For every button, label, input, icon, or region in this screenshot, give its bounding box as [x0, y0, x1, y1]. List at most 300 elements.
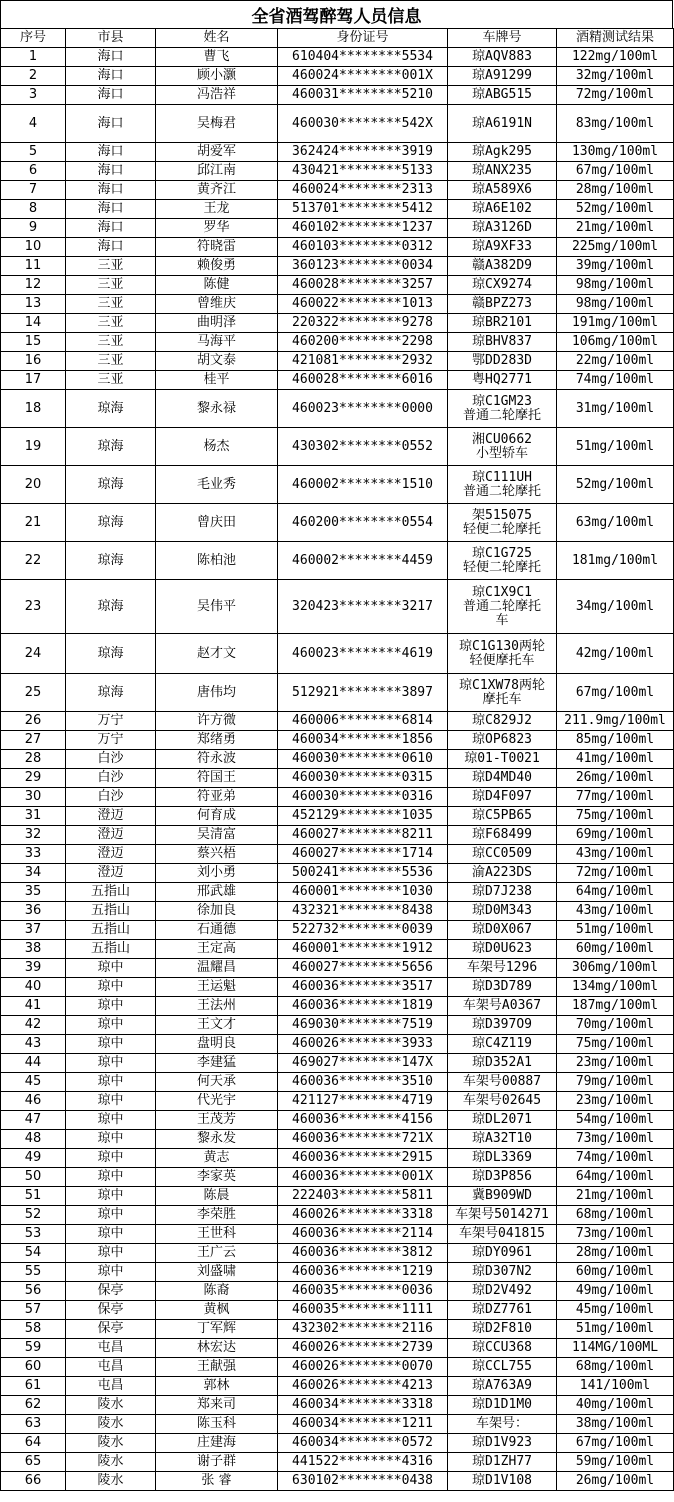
- cell-result: 74mg/100ml: [557, 1149, 674, 1168]
- table-row: [1, 105, 674, 143]
- cell-result: 51mg/100ml: [557, 921, 674, 940]
- cell-result: 64mg/100ml: [557, 883, 674, 902]
- cell-plate: 琼C1GM23 普通二轮摩托: [448, 390, 557, 428]
- cell-no: 65: [1, 1453, 66, 1472]
- cell-result: 60mg/100ml: [557, 1263, 674, 1282]
- cell-id: 460030********542X: [278, 105, 448, 143]
- cell-id: 522732********0039: [278, 921, 448, 940]
- cell-plate: 琼C829J2: [448, 712, 557, 731]
- cell-plate: 琼D4MD40: [448, 769, 557, 788]
- cell-name: 陈晨: [156, 1187, 278, 1206]
- cell-result: 52mg/100ml: [557, 200, 674, 219]
- table-row: [1, 466, 674, 504]
- cell-name: 冯浩祥: [156, 86, 278, 105]
- cell-id: 360123********0034: [278, 257, 448, 276]
- table-row: [1, 1187, 674, 1206]
- cell-plate: 琼C1G130两轮 轻便摩托车: [448, 634, 557, 674]
- cell-id: 460001********1912: [278, 940, 448, 959]
- cell-result: 54mg/100ml: [557, 1111, 674, 1130]
- cell-city: 五指山: [66, 883, 156, 902]
- cell-plate: 车架号00887: [448, 1073, 557, 1092]
- cell-name: 庄建海: [156, 1434, 278, 1453]
- cell-name: 王运魁: [156, 978, 278, 997]
- cell-name: 吴清富: [156, 826, 278, 845]
- cell-no: 23: [1, 580, 66, 634]
- cell-id: 460026********4213: [278, 1377, 448, 1396]
- table-row: [1, 1244, 674, 1263]
- cell-result: 85mg/100ml: [557, 731, 674, 750]
- cell-id: 460034********3318: [278, 1396, 448, 1415]
- cell-name: 曾维庆: [156, 295, 278, 314]
- table-row: [1, 1130, 674, 1149]
- table-row: [1, 845, 674, 864]
- table-row: [1, 333, 674, 352]
- cell-id: 460034********1211: [278, 1415, 448, 1434]
- cell-no: 58: [1, 1320, 66, 1339]
- cell-name: 符晓雷: [156, 238, 278, 257]
- cell-city: 琼海: [66, 542, 156, 580]
- cell-no: 39: [1, 959, 66, 978]
- table-row: [1, 1054, 674, 1073]
- cell-city: 保亭: [66, 1301, 156, 1320]
- cell-plate: 琼A32T10: [448, 1130, 557, 1149]
- cell-result: 23mg/100ml: [557, 1092, 674, 1111]
- cell-name: 蔡兴梧: [156, 845, 278, 864]
- table-row: [1, 1339, 674, 1358]
- cell-result: 98mg/100ml: [557, 295, 674, 314]
- cell-name: 郭林: [156, 1377, 278, 1396]
- cell-no: 24: [1, 634, 66, 674]
- cell-city: 三亚: [66, 295, 156, 314]
- cell-name: 王龙: [156, 200, 278, 219]
- cell-result: 23mg/100ml: [557, 1054, 674, 1073]
- cell-plate: 琼D1V108: [448, 1472, 557, 1491]
- cell-city: 琼中: [66, 1225, 156, 1244]
- cell-name: 丁军辉: [156, 1320, 278, 1339]
- cell-city: 琼海: [66, 580, 156, 634]
- cell-city: 澄迈: [66, 826, 156, 845]
- table-row: [1, 1282, 674, 1301]
- table-row: [1, 542, 674, 580]
- cell-plate: 琼D3D789: [448, 978, 557, 997]
- cell-id: 432302********2116: [278, 1320, 448, 1339]
- cell-plate: 琼CCU368: [448, 1339, 557, 1358]
- cell-id: 500241********5536: [278, 864, 448, 883]
- cell-city: 海口: [66, 238, 156, 257]
- cell-no: 17: [1, 371, 66, 390]
- cell-plate: 琼D0M343: [448, 902, 557, 921]
- table-row: [1, 371, 674, 390]
- cell-plate: 架515075 轻便二轮摩托: [448, 504, 557, 542]
- cell-no: 16: [1, 352, 66, 371]
- cell-city: 陵水: [66, 1453, 156, 1472]
- cell-name: 马海平: [156, 333, 278, 352]
- cell-id: 460026********2739: [278, 1339, 448, 1358]
- cell-result: 45mg/100ml: [557, 1301, 674, 1320]
- cell-result: 52mg/100ml: [557, 466, 674, 504]
- cell-result: 28mg/100ml: [557, 1244, 674, 1263]
- cell-result: 67mg/100ml: [557, 674, 674, 712]
- cell-id: 460034********0572: [278, 1434, 448, 1453]
- table-row: [1, 1453, 674, 1472]
- cell-plate: 赣BPZ273: [448, 295, 557, 314]
- cell-id: 469030********7519: [278, 1016, 448, 1035]
- cell-plate: 琼A6E102: [448, 200, 557, 219]
- cell-name: 盘明良: [156, 1035, 278, 1054]
- cell-id: 421127********4719: [278, 1092, 448, 1111]
- cell-result: 141/100ml: [557, 1377, 674, 1396]
- table-body: [1, 48, 674, 1491]
- cell-id: 362424********3919: [278, 143, 448, 162]
- cell-name: 顾小灏: [156, 67, 278, 86]
- cell-city: 琼中: [66, 1073, 156, 1092]
- cell-city: 万宁: [66, 731, 156, 750]
- cell-city: 海口: [66, 181, 156, 200]
- table-row: [1, 200, 674, 219]
- cell-no: 38: [1, 940, 66, 959]
- table-row: [1, 1320, 674, 1339]
- cell-city: 三亚: [66, 371, 156, 390]
- cell-name: 王法州: [156, 997, 278, 1016]
- cell-plate: 琼F68499: [448, 826, 557, 845]
- cell-city: 陵水: [66, 1415, 156, 1434]
- table-row: [1, 634, 674, 674]
- cell-plate: 琼A589X6: [448, 181, 557, 200]
- cell-id: 460024********001X: [278, 67, 448, 86]
- cell-no: 8: [1, 200, 66, 219]
- cell-id: 441522********4316: [278, 1453, 448, 1472]
- cell-no: 35: [1, 883, 66, 902]
- cell-name: 李建猛: [156, 1054, 278, 1073]
- table-row: [1, 902, 674, 921]
- cell-no: 40: [1, 978, 66, 997]
- cell-id: 512921********3897: [278, 674, 448, 712]
- cell-id: 460036********3510: [278, 1073, 448, 1092]
- table-row: [1, 580, 674, 634]
- cell-city: 三亚: [66, 352, 156, 371]
- cell-plate: 琼C4Z119: [448, 1035, 557, 1054]
- cell-city: 琼中: [66, 1263, 156, 1282]
- cell-result: 63mg/100ml: [557, 504, 674, 542]
- cell-plate: 琼D2V492: [448, 1282, 557, 1301]
- cell-city: 澄迈: [66, 864, 156, 883]
- cell-result: 38mg/100ml: [557, 1415, 674, 1434]
- cell-plate: 赣A382D9: [448, 257, 557, 276]
- cell-id: 460036********1219: [278, 1263, 448, 1282]
- cell-result: 40mg/100ml: [557, 1396, 674, 1415]
- cell-id: 220322********9278: [278, 314, 448, 333]
- table-row: [1, 143, 674, 162]
- cell-no: 15: [1, 333, 66, 352]
- table-row: [1, 1035, 674, 1054]
- cell-name: 陈柏池: [156, 542, 278, 580]
- cell-name: 符永波: [156, 750, 278, 769]
- cell-city: 琼中: [66, 1111, 156, 1130]
- cell-id: 460028********6016: [278, 371, 448, 390]
- cell-name: 邱江南: [156, 162, 278, 181]
- cell-result: 64mg/100ml: [557, 1168, 674, 1187]
- cell-plate: 琼DL2071: [448, 1111, 557, 1130]
- header-city: 市县: [66, 29, 156, 48]
- cell-id: 460036********3812: [278, 1244, 448, 1263]
- cell-city: 屯昌: [66, 1339, 156, 1358]
- cell-no: 34: [1, 864, 66, 883]
- cell-name: 符国王: [156, 769, 278, 788]
- cell-no: 47: [1, 1111, 66, 1130]
- table-row: [1, 997, 674, 1016]
- cell-id: 460034********1856: [278, 731, 448, 750]
- cell-id: 460028********3257: [278, 276, 448, 295]
- cell-id: 460026********3933: [278, 1035, 448, 1054]
- cell-city: 琼中: [66, 1016, 156, 1035]
- table-row: [1, 959, 674, 978]
- table-row: [1, 1073, 674, 1092]
- table-row: [1, 712, 674, 731]
- table-row: [1, 1111, 674, 1130]
- table-row: [1, 428, 674, 466]
- cell-no: 11: [1, 257, 66, 276]
- header-plate: 车牌号: [448, 29, 557, 48]
- cell-city: 陵水: [66, 1472, 156, 1491]
- cell-result: 31mg/100ml: [557, 390, 674, 428]
- cell-city: 海口: [66, 105, 156, 143]
- cell-plate: 琼D7J238: [448, 883, 557, 902]
- cell-name: 黄枫: [156, 1301, 278, 1320]
- table-row: [1, 674, 674, 712]
- cell-no: 18: [1, 390, 66, 428]
- cell-id: 460030********0315: [278, 769, 448, 788]
- cell-result: 75mg/100ml: [557, 807, 674, 826]
- cell-result: 22mg/100ml: [557, 352, 674, 371]
- cell-no: 10: [1, 238, 66, 257]
- cell-result: 191mg/100ml: [557, 314, 674, 333]
- cell-no: 57: [1, 1301, 66, 1320]
- cell-plate: 车架号1296: [448, 959, 557, 978]
- cell-no: 52: [1, 1206, 66, 1225]
- cell-plate: 琼AQV883: [448, 48, 557, 67]
- cell-no: 45: [1, 1073, 66, 1092]
- cell-id: 430302********0552: [278, 428, 448, 466]
- cell-name: 王献强: [156, 1358, 278, 1377]
- cell-result: 106mg/100ml: [557, 333, 674, 352]
- cell-city: 海口: [66, 67, 156, 86]
- cell-no: 25: [1, 674, 66, 712]
- cell-name: 刘小勇: [156, 864, 278, 883]
- table-row: [1, 826, 674, 845]
- cell-name: 黄志: [156, 1149, 278, 1168]
- cell-id: 460036********2915: [278, 1149, 448, 1168]
- cell-result: 39mg/100ml: [557, 257, 674, 276]
- cell-result: 60mg/100ml: [557, 940, 674, 959]
- cell-id: 610404********5534: [278, 48, 448, 67]
- cell-plate: 琼C1G725 轻便二轮摩托: [448, 542, 557, 580]
- cell-name: 石通德: [156, 921, 278, 940]
- cell-city: 五指山: [66, 940, 156, 959]
- cell-plate: 琼ABG515: [448, 86, 557, 105]
- cell-city: 琼中: [66, 978, 156, 997]
- cell-name: 曲明泽: [156, 314, 278, 333]
- cell-no: 12: [1, 276, 66, 295]
- cell-name: 吴伟平: [156, 580, 278, 634]
- cell-id: 460022********1013: [278, 295, 448, 314]
- cell-city: 三亚: [66, 276, 156, 295]
- cell-city: 琼中: [66, 1244, 156, 1263]
- cell-result: 43mg/100ml: [557, 902, 674, 921]
- cell-no: 33: [1, 845, 66, 864]
- cell-name: 陈玉科: [156, 1415, 278, 1434]
- cell-result: 77mg/100ml: [557, 788, 674, 807]
- cell-name: 曹飞: [156, 48, 278, 67]
- cell-result: 70mg/100ml: [557, 1016, 674, 1035]
- cell-id: 460023********0000: [278, 390, 448, 428]
- table-row: [1, 1263, 674, 1282]
- cell-plate: 湘CU0662 小型轿车: [448, 428, 557, 466]
- cell-city: 三亚: [66, 314, 156, 333]
- cell-name: 赖俊勇: [156, 257, 278, 276]
- table-row: [1, 238, 674, 257]
- cell-no: 62: [1, 1396, 66, 1415]
- cell-no: 4: [1, 105, 66, 143]
- cell-no: 3: [1, 86, 66, 105]
- cell-name: 唐伟均: [156, 674, 278, 712]
- cell-name: 符亚弟: [156, 788, 278, 807]
- header-row: [1, 29, 674, 48]
- cell-name: 黎永禄: [156, 390, 278, 428]
- cell-plate: 车架号041815: [448, 1225, 557, 1244]
- cell-name: 胡文泰: [156, 352, 278, 371]
- cell-no: 19: [1, 428, 66, 466]
- cell-result: 225mg/100ml: [557, 238, 674, 257]
- cell-name: 徐加良: [156, 902, 278, 921]
- cell-city: 澄迈: [66, 807, 156, 826]
- cell-name: 王定高: [156, 940, 278, 959]
- cell-plate: 琼D0X067: [448, 921, 557, 940]
- cell-result: 134mg/100ml: [557, 978, 674, 997]
- table-row: [1, 1377, 674, 1396]
- cell-no: 61: [1, 1377, 66, 1396]
- cell-result: 49mg/100ml: [557, 1282, 674, 1301]
- table-row: [1, 181, 674, 200]
- cell-no: 5: [1, 143, 66, 162]
- cell-plate: 琼D1ZH77: [448, 1453, 557, 1472]
- cell-plate: 琼C5PB65: [448, 807, 557, 826]
- cell-plate: 琼D1D1M0: [448, 1396, 557, 1415]
- cell-plate: 车架号：: [448, 1415, 557, 1434]
- cell-city: 五指山: [66, 921, 156, 940]
- cell-city: 保亭: [66, 1282, 156, 1301]
- cell-plate: 琼01-T0021: [448, 750, 557, 769]
- cell-no: 28: [1, 750, 66, 769]
- cell-no: 36: [1, 902, 66, 921]
- cell-no: 56: [1, 1282, 66, 1301]
- cell-plate: 琼D2F810: [448, 1320, 557, 1339]
- table-row: [1, 1092, 674, 1111]
- cell-no: 49: [1, 1149, 66, 1168]
- cell-city: 琼中: [66, 1149, 156, 1168]
- cell-result: 114MG/100ML: [557, 1339, 674, 1358]
- cell-city: 白沙: [66, 769, 156, 788]
- cell-id: 460035********0036: [278, 1282, 448, 1301]
- cell-result: 51mg/100ml: [557, 428, 674, 466]
- table-row: [1, 807, 674, 826]
- table-row: [1, 731, 674, 750]
- table-row: [1, 390, 674, 428]
- cell-id: 460036********001X: [278, 1168, 448, 1187]
- cell-id: 460036********3517: [278, 978, 448, 997]
- cell-no: 48: [1, 1130, 66, 1149]
- cell-id: 432321********8438: [278, 902, 448, 921]
- cell-result: 28mg/100ml: [557, 181, 674, 200]
- cell-result: 74mg/100ml: [557, 371, 674, 390]
- cell-no: 46: [1, 1092, 66, 1111]
- table-row: [1, 883, 674, 902]
- cell-id: 460031********5210: [278, 86, 448, 105]
- table-row: [1, 1168, 674, 1187]
- cell-result: 187mg/100ml: [557, 997, 674, 1016]
- cell-result: 43mg/100ml: [557, 845, 674, 864]
- cell-id: 460027********5656: [278, 959, 448, 978]
- cell-result: 122mg/100ml: [557, 48, 674, 67]
- cell-id: 460103********0312: [278, 238, 448, 257]
- cell-id: 460024********2313: [278, 181, 448, 200]
- table-row: [1, 1396, 674, 1415]
- table-row: [1, 295, 674, 314]
- cell-name: 林宏达: [156, 1339, 278, 1358]
- cell-no: 7: [1, 181, 66, 200]
- table-row: [1, 504, 674, 542]
- cell-no: 50: [1, 1168, 66, 1187]
- table-row: [1, 314, 674, 333]
- cell-city: 海口: [66, 162, 156, 181]
- cell-plate: 琼D352A1: [448, 1054, 557, 1073]
- cell-id: 222403********5811: [278, 1187, 448, 1206]
- cell-no: 66: [1, 1472, 66, 1491]
- cell-no: 27: [1, 731, 66, 750]
- cell-name: 胡爱军: [156, 143, 278, 162]
- cell-id: 460023********4619: [278, 634, 448, 674]
- cell-city: 万宁: [66, 712, 156, 731]
- cell-result: 59mg/100ml: [557, 1453, 674, 1472]
- cell-result: 83mg/100ml: [557, 105, 674, 143]
- cell-no: 43: [1, 1035, 66, 1054]
- cell-city: 琼中: [66, 1130, 156, 1149]
- cell-city: 琼中: [66, 1206, 156, 1225]
- table-row: [1, 1301, 674, 1320]
- cell-result: 181mg/100ml: [557, 542, 674, 580]
- cell-result: 72mg/100ml: [557, 864, 674, 883]
- cell-result: 34mg/100ml: [557, 580, 674, 634]
- cell-no: 30: [1, 788, 66, 807]
- table-row: [1, 1358, 674, 1377]
- cell-no: 2: [1, 67, 66, 86]
- cell-no: 63: [1, 1415, 66, 1434]
- table-row: [1, 67, 674, 86]
- cell-plate: 琼D4F097: [448, 788, 557, 807]
- cell-id: 460002********4459: [278, 542, 448, 580]
- table-row: [1, 1472, 674, 1491]
- cell-plate: 车架号02645: [448, 1092, 557, 1111]
- cell-id: 460006********6814: [278, 712, 448, 731]
- cell-plate: 琼DZ7761: [448, 1301, 557, 1320]
- cell-city: 陵水: [66, 1434, 156, 1453]
- cell-name: 吴梅君: [156, 105, 278, 143]
- cell-no: 6: [1, 162, 66, 181]
- cell-id: 630102********0438: [278, 1472, 448, 1491]
- cell-result: 68mg/100ml: [557, 1206, 674, 1225]
- cell-plate: 琼CCL755: [448, 1358, 557, 1377]
- cell-no: 13: [1, 295, 66, 314]
- cell-result: 306mg/100ml: [557, 959, 674, 978]
